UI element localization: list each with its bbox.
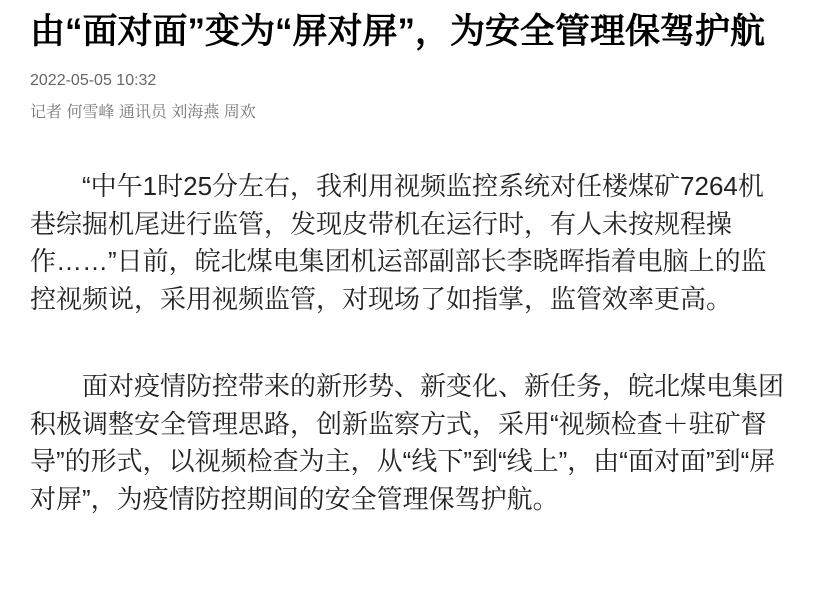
article-byline: 记者 何雪峰 通讯员 刘海燕 周欢	[30, 104, 256, 121]
article-paragraph-2: 面对疫情防控带来的新形势、新变化、新任务，皖北煤电集团积极调整安全管理思路，创新监察方式，采用“视频检查＋驻矿督导”的形式，以视频检查为主，从“线下”到“线上”，由“面对面”到“屏对屏”，为疫情防控期间的安全管理保驾护航。	[30, 371, 785, 514]
article-title: 由“面对面”变为“屏对屏”，为安全管理保驾护航	[30, 12, 766, 51]
article-paragraph-1: “中午1时25分左右，我利用视频监控系统对任楼煤矿7264机巷综掘机尾进行监管，发现皮带机在运行时，有人未按规程操作……”日前，皖北煤电集团机运部副部长李晓晖指着电脑上的监控视频说，采用视频监管，对现场了如指掌，监管效率更高。	[30, 171, 767, 314]
publish-time: 2022-05-05 10:32	[30, 72, 157, 89]
article-body	[30, 168, 784, 518]
